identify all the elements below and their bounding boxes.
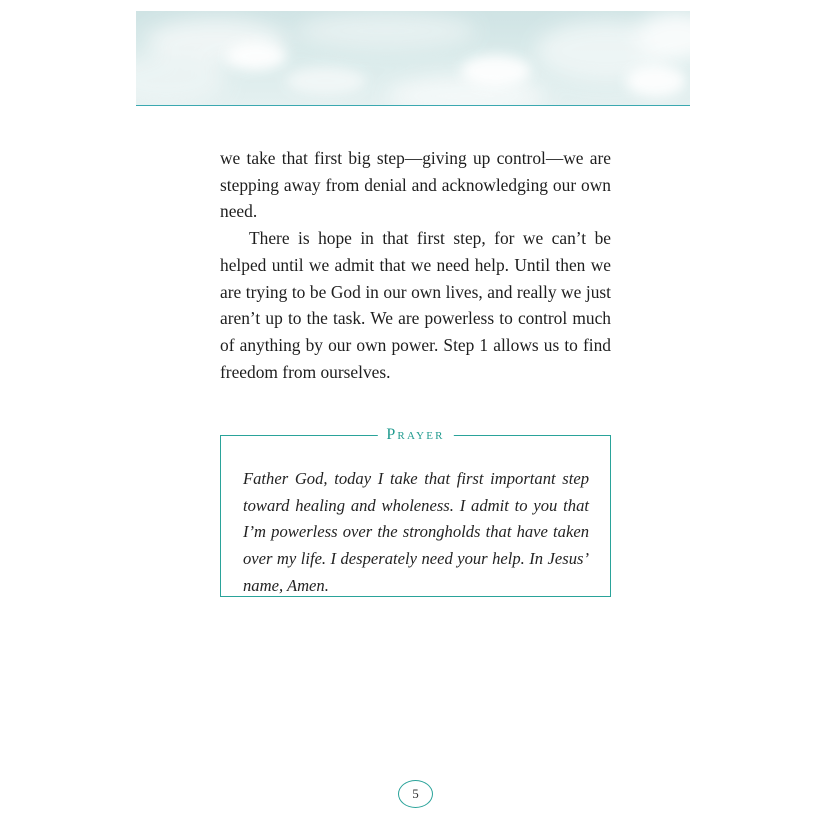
prayer-box	[220, 426, 611, 597]
body-paragraph-2: There is hope in that first step, for we can’t be helped until we admit that we need help. Until then we are trying to be God in our own lives, and really we just aren’t up to the task. We are powerless to control much of anything by our own power. Step 1 allows us to find freedom from ourselves.	[220, 228, 611, 382]
sky-header-image	[136, 11, 690, 106]
page-number: 5	[398, 780, 433, 808]
prayer-title: Prayer	[377, 424, 453, 446]
body-text	[220, 145, 611, 385]
body-paragraph-1: we take that first big step—giving up control—we are stepping away from denial and acknowledging our own need.	[220, 148, 611, 222]
prayer-text: Father God, today I take that first important step toward healing and wholeness. I admit to you that I’m powerless over the strongholds that have taken over my life. I desperately need your help. In Jesus’ name, Amen.	[243, 469, 589, 595]
